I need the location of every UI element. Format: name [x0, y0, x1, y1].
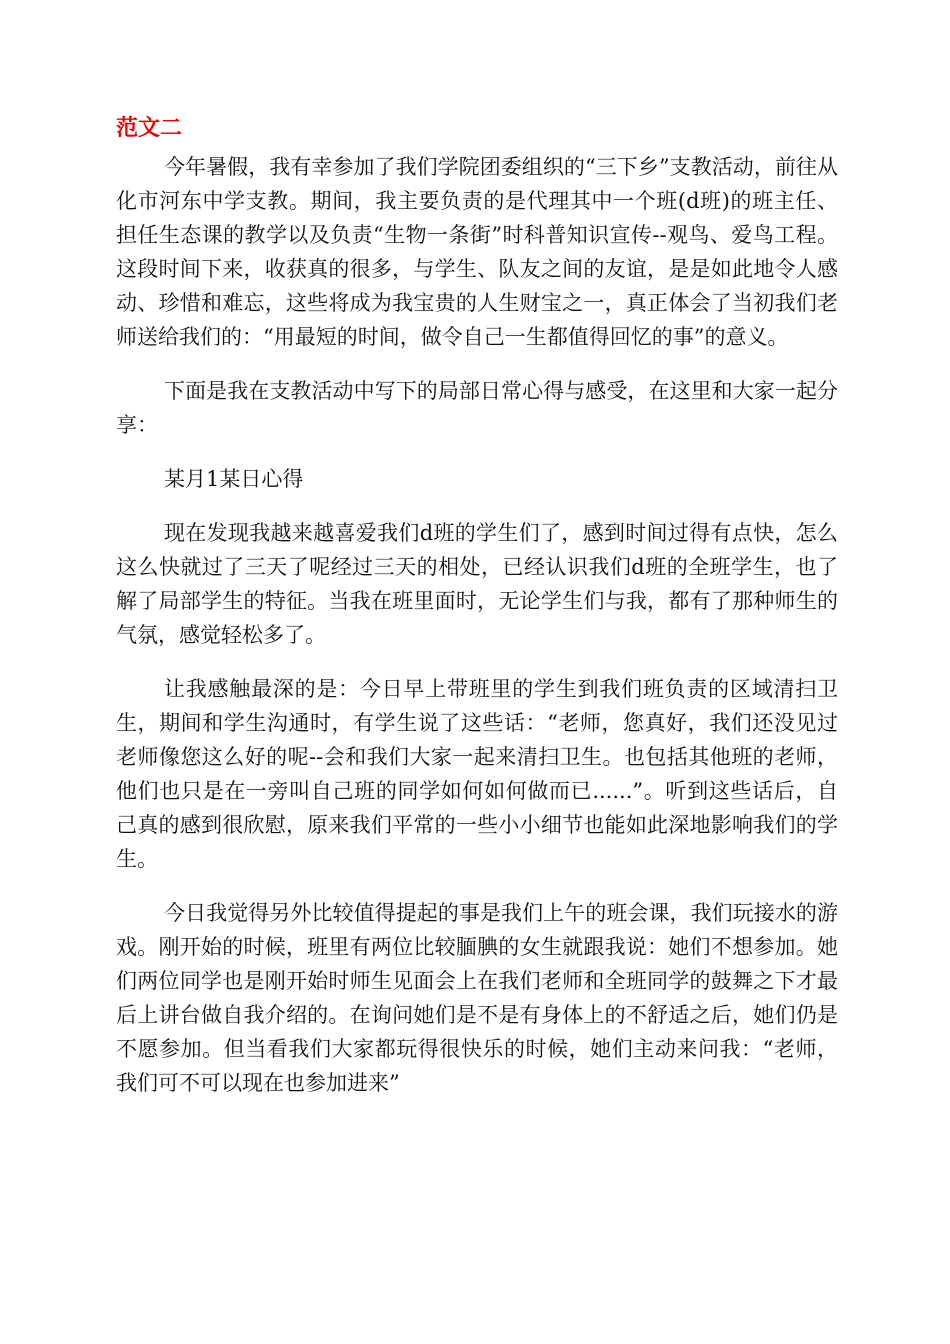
paragraph-date-title: 某月1某日心得 — [164, 467, 304, 491]
paragraph-game: 今日我觉得另外比较值得提起的事是我们上午的班会课，我们玩接水的游戏。刚开始的时候，班里有两位比较腼腆的女生就跟我说：她们不想参加。她们两位同学也是刚开始时师生见面会上在我们老师和全班同学的鼓舞之下才最后上讲台做自我介绍的。在询问她们是不是有身体上的不舒适之后，她们仍是不愿参加。但当看我们大家都玩得很快乐的时候，她们主动来问我：“老师，我们可不可以现在也参加进来” — [116, 901, 838, 1095]
paragraph-touching: 让我感触最深的是：今日早上带班里的学生到我们班负责的区域清扫卫生，期间和学生沟通时，有学生说了这些话：“老师，您真好，我们还没见过老师像您这么好的呢--会和我们大家一起来清扫卫生。也包括其他班的老师，他们也只是在一旁叫自己班的同学如何如何做而已......”。听到这些话后，自己真的感到很欣慰，原来我们平常的一些小小细节也能如此深地影响我们的学生。 — [116, 677, 838, 871]
section-heading: 范文二 — [116, 116, 183, 141]
paragraph-share: 下面是我在支教活动中写下的局部日常心得与感受，在这里和大家一起分享： — [116, 379, 838, 437]
paragraph-intro: 今年暑假，我有幸参加了我们学院团委组织的“三下乡”支教活动，前往从化市河东中学支教。期间，我主要负责的是代理其中一个班(d班)的班主任、担任生态课的教学以及负责“生物一条街”时科普知识宣传--观鸟、爱鸟工程。这段时间下来，收获真的很多，与学生、队友之间的友谊，是是如此地令人感动、珍惜和难忘，这些将成为我宝贵的人生财宝之一，真正体会了当初我们老师送给我们的：“用最短的时间，做令自己一生都值得回忆的事”的意义。 — [116, 155, 838, 349]
paragraph-feelings: 现在发现我越来越喜爱我们d班的学生们了，感到时间过得有点快，怎么这么快就过了三天了呢经过三天的相处，已经认识我们d班的全班学生，也了解了局部学生的特征。当我在班里面时，无论学生们与我，都有了那种师生的气氛，感觉轻松多了。 — [116, 521, 838, 647]
document-body — [116, 112, 838, 1100]
